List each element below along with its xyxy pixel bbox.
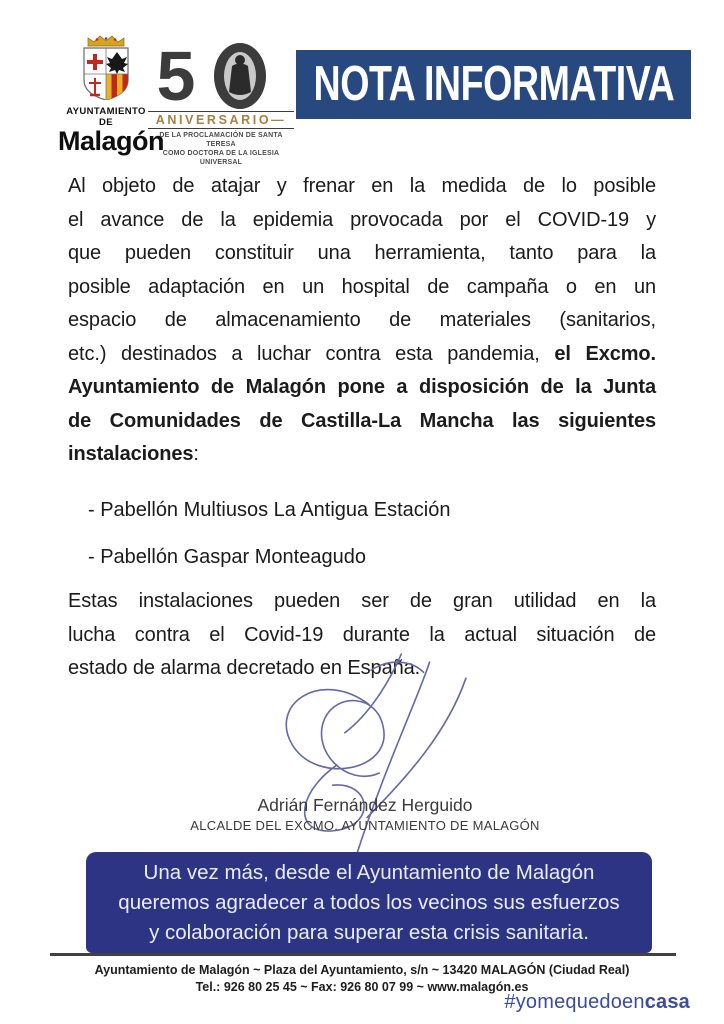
list-item: - Pabellón Gaspar Monteagudo bbox=[88, 546, 366, 568]
signer-name: Adrián Fernández Herguido bbox=[257, 795, 473, 815]
list-item: y colaboración para superar esta crisis sanitaria. bbox=[149, 920, 589, 944]
footer-contact: Tel.: 926 80 25 45 ~ Fax: 926 80 07 99 ~ www.malagón.es bbox=[195, 980, 529, 994]
anniversary-caption-2: COMO DOCTORA DE LA IGLESIA UNIVERSAL bbox=[162, 150, 280, 166]
list-item: queremos agradecer a todos los vecinos sus esfuerzos bbox=[118, 890, 620, 914]
facility-list bbox=[88, 494, 450, 588]
text-line: que pueden constituir una herramienta, tanto para la bbox=[68, 242, 656, 264]
hashtag-bold-part: casa bbox=[644, 991, 690, 1013]
anniversary-caption-1: DE LA PROCLAMACIÓN DE SANTA TERESA bbox=[159, 132, 283, 148]
town-crest bbox=[58, 34, 165, 157]
signer-block bbox=[117, 795, 613, 834]
org-name-small: AYUNTAMIENTO DE bbox=[66, 106, 146, 128]
nota-informativa-banner bbox=[296, 50, 691, 119]
anniversary-word: ANIVERSARIO— bbox=[148, 111, 294, 129]
coat-of-arms-icon bbox=[62, 34, 150, 100]
saint-silhouette bbox=[229, 64, 251, 96]
hashtag-regular-part: #yomequedoen bbox=[504, 991, 645, 1013]
text-line: posible adaptación en un hospital de campaña o en un bbox=[68, 275, 656, 298]
anniversary-50-icon bbox=[148, 42, 294, 110]
text-line: Estas instalaciones pueden ser de gran utilidad en la bbox=[68, 590, 656, 612]
text-line: Ayuntamiento de Malagón pone a disposición de la Junta bbox=[68, 376, 656, 398]
footer-address: Ayuntamiento de Malagón ~ Plaza del Ayuntamiento, s/n ~ 13420 MALAGÓN (Ciudad Real) bbox=[94, 963, 630, 977]
list-item: - Pabellón Multiusos La Antigua Estación bbox=[88, 499, 451, 521]
text-line: instalaciones: bbox=[68, 443, 199, 465]
list-item: Una vez más, desde el Ayuntamiento de Malagón bbox=[143, 860, 595, 884]
signer-title: ALCALDE DEL EXCMO. AYUNTAMIENTO DE MALAGÓN bbox=[190, 818, 540, 833]
thank-you-notice-box bbox=[86, 852, 652, 953]
text-line: Al objeto de atajar y frenar en la medida de lo posible bbox=[68, 175, 656, 197]
footer-divider bbox=[50, 953, 676, 956]
org-name-big: Malagón bbox=[58, 126, 165, 156]
svg-text:5: 5 bbox=[156, 42, 196, 110]
anniversary-logo bbox=[148, 42, 294, 167]
text-line: etc.) destinados a luchar contra esta pandemia, el Excmo. bbox=[68, 342, 656, 365]
text-line: de Comunidades de Castilla-La Mancha las siguientes bbox=[68, 409, 656, 432]
text-line: estado de alarma decretado en España. bbox=[68, 657, 421, 679]
text-line: espacio de almacenamiento de materiales (sanitarios, bbox=[68, 309, 656, 331]
hashtag-yomequedoencasa bbox=[504, 991, 690, 1014]
paragraph-1 bbox=[68, 170, 656, 472]
text-line: lucha contra el Covid-19 durante la actual situación de bbox=[68, 623, 656, 646]
text-line: el avance de la epidemia provocada por el COVID-19 y bbox=[68, 208, 656, 231]
banner-title: NOTA INFORMATIVA bbox=[313, 57, 674, 111]
